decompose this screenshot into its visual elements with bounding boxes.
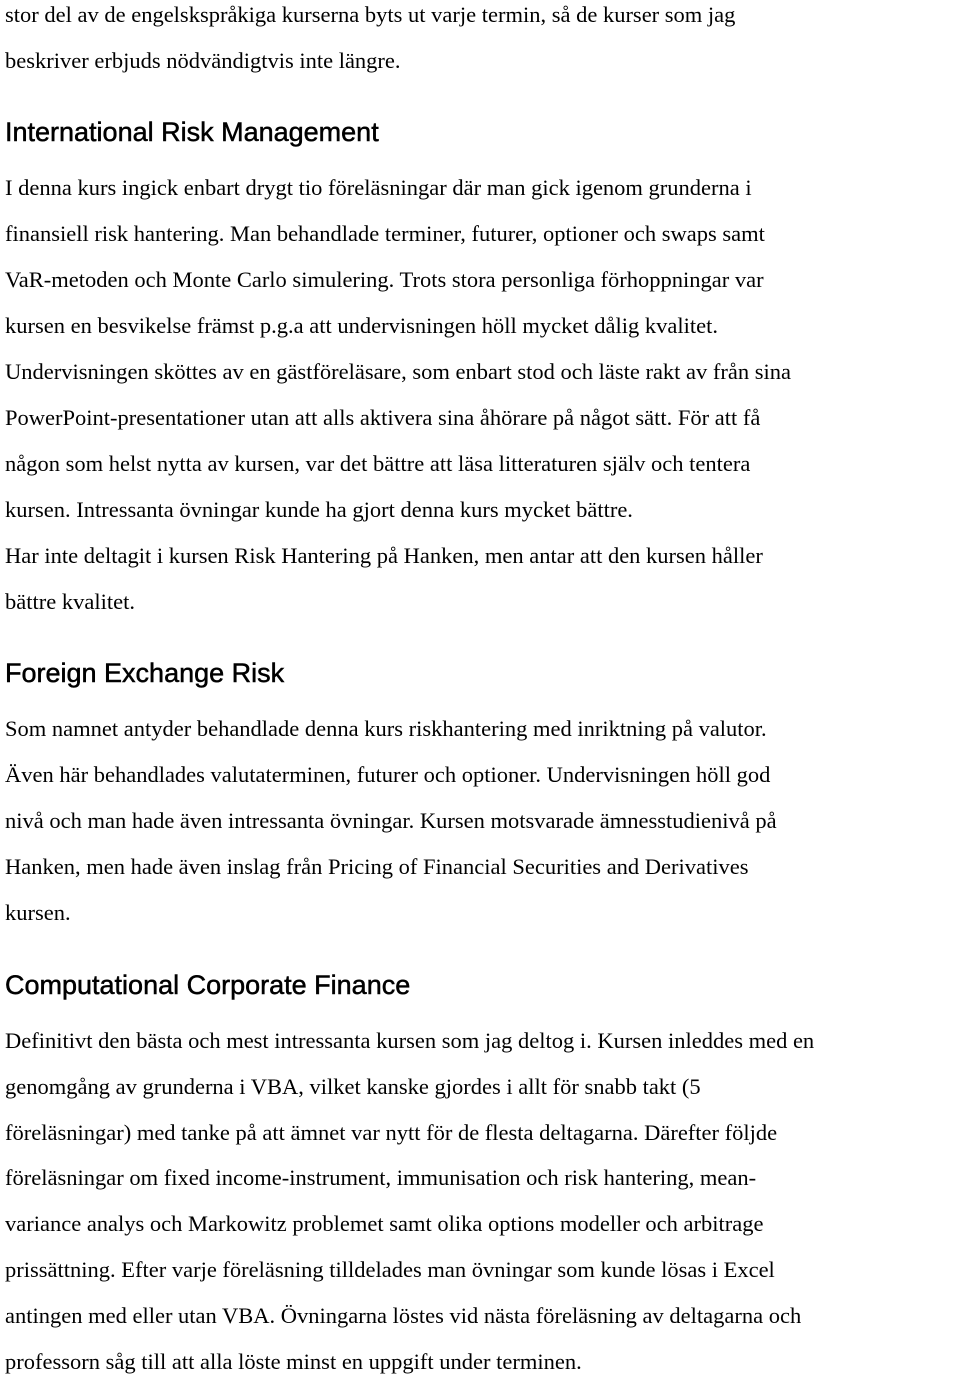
section-heading-computational-corporate-finance: Computational Corporate Finance: [5, 970, 411, 1000]
paragraph-line: Har inte deltagit i kursen Risk Hantering på Hanken, men antar att den kursen håller: [5, 543, 763, 568]
section-heading-foreign-exchange-risk: Foreign Exchange Risk: [5, 658, 285, 688]
paragraph-line: Även här behandlades valutaterminen, futurer och optioner. Undervisningen höll god: [5, 762, 771, 787]
paragraph-line: någon som helst nytta av kursen, var det bättre att läsa litteraturen själv och tentera: [5, 451, 751, 476]
paragraph-line: variance analys och Markowitz problemet samt olika options modeller och arbitrage: [5, 1211, 764, 1236]
paragraph-line: föreläsningar om fixed income-instrument, immunisation och risk hantering, mean-: [5, 1165, 757, 1190]
paragraph-line: Som namnet antyder behandlade denna kurs riskhantering med inriktning på valutor.: [5, 716, 767, 741]
intro-line: stor del av de engelskspråkiga kurserna byts ut varje termin, så de kurser som jag: [5, 2, 736, 27]
paragraph-line: I denna kurs ingick enbart drygt tio föreläsningar där man gick igenom grunderna i: [5, 175, 752, 200]
paragraph-line: genomgång av grunderna i VBA, vilket kanske gjordes i allt för snabb takt (5: [5, 1074, 701, 1099]
paragraph-line: kursen.: [5, 900, 71, 925]
paragraph-line: antingen med eller utan VBA. Övningarna löstes vid nästa föreläsning av deltagarna och: [5, 1303, 802, 1328]
paragraph-line: kursen en besvikelse främst p.g.a att undervisningen höll mycket dålig kvalitet.: [5, 313, 718, 338]
intro-line: beskriver erbjuds nödvändigtvis inte längre.: [5, 48, 401, 73]
paragraph-line: nivå och man hade även intressanta övningar. Kursen motsvarade ämnesstudienivå på: [5, 808, 777, 833]
paragraph-line: Hanken, men hade även inslag från Pricing of Financial Securities and Derivatives: [5, 854, 749, 879]
paragraph-line: kursen. Intressanta övningar kunde ha gjort denna kurs mycket bättre.: [5, 497, 633, 522]
paragraph-line: professorn såg till att alla löste minst en uppgift under terminen.: [5, 1349, 582, 1374]
paragraph-line: PowerPoint-presentationer utan att alls aktivera sina åhörare på något sätt. För att få: [5, 405, 761, 430]
paragraph-line: föreläsningar) med tanke på att ämnet var nytt för de flesta deltagarna. Därefter följde: [5, 1120, 778, 1145]
paragraph-line: Definitivt den bästa och mest intressanta kursen som jag deltog i. Kursen inleddes med en: [5, 1028, 815, 1053]
paragraph-line: bättre kvalitet.: [5, 589, 135, 614]
paragraph-line: VaR-metoden och Monte Carlo simulering. Trots stora personliga förhoppningar var: [5, 267, 764, 292]
paragraph-line: prissättning. Efter varje föreläsning tilldelades man övningar som kunde lösas i Excel: [5, 1257, 775, 1282]
paragraph-line: finansiell risk hantering. Man behandlade terminer, futurer, optioner och swaps samt: [5, 221, 765, 246]
section-heading-international-risk-management: International Risk Management: [5, 117, 379, 147]
paragraph-line: Undervisningen sköttes av en gästföreläsare, som enbart stod och läste rakt av från sina: [5, 359, 792, 384]
